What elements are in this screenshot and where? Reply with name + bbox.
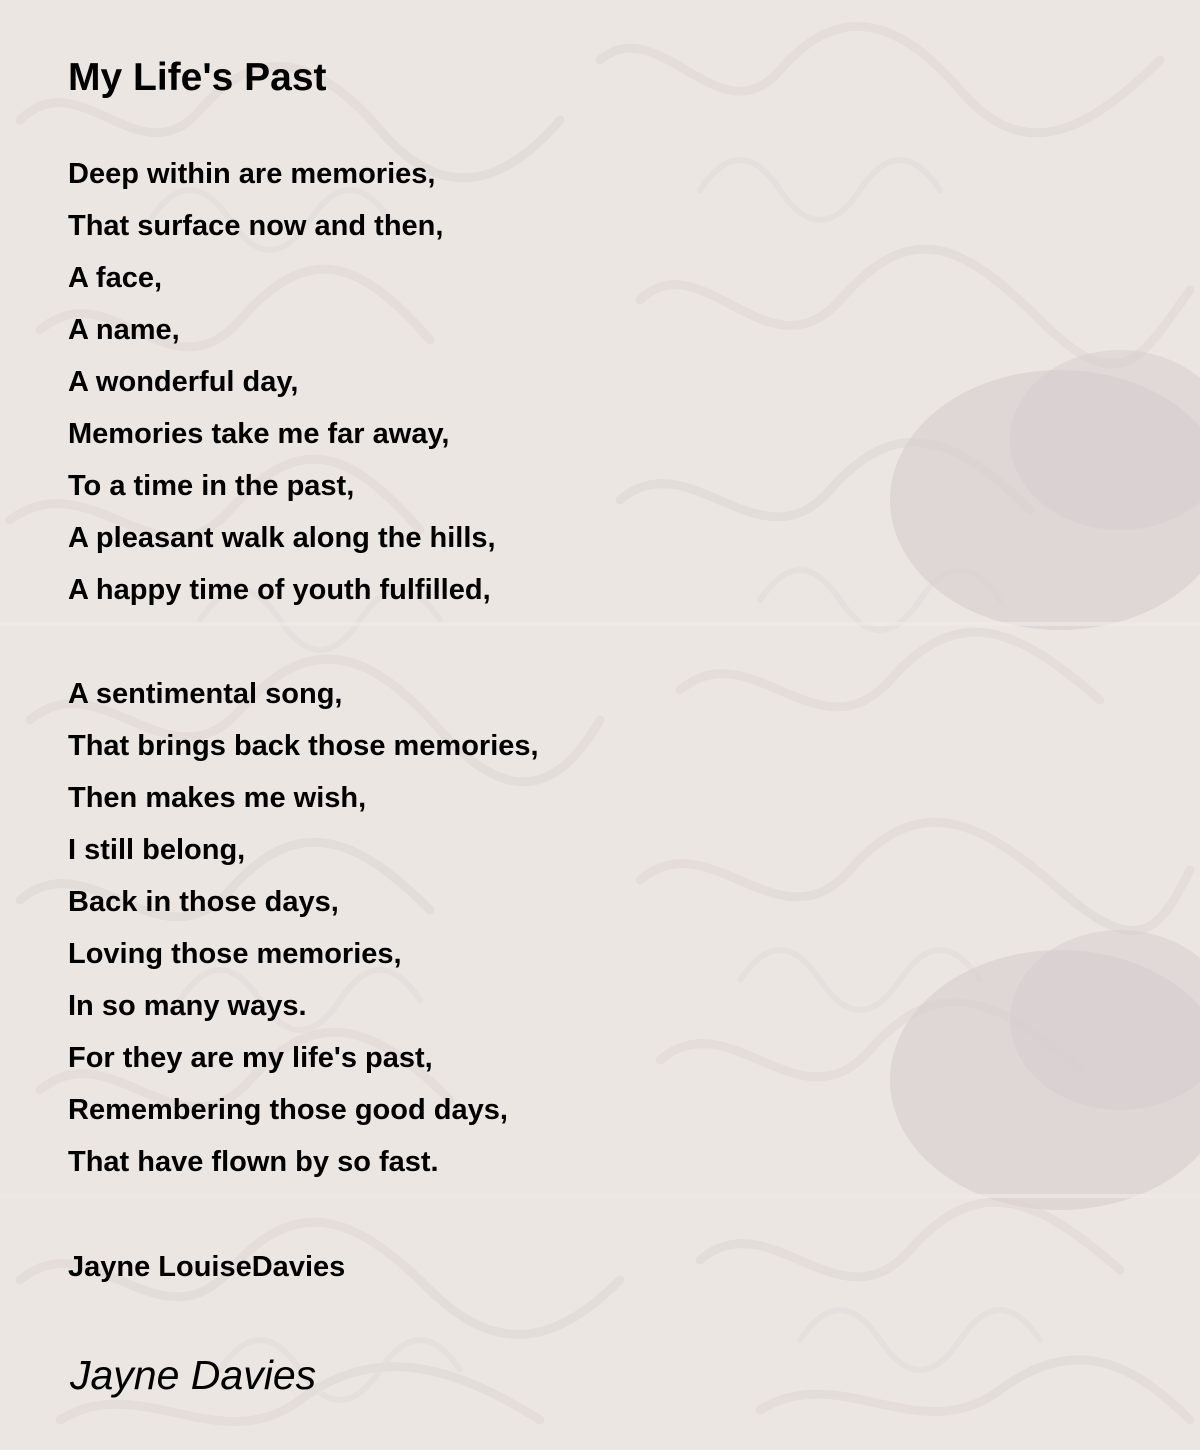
poem-line: Remembering those good days, bbox=[68, 1094, 508, 1126]
poem-line: To a time in the past, bbox=[68, 470, 355, 502]
poem-line: I still belong, bbox=[68, 834, 246, 866]
poem-line: A name, bbox=[68, 314, 180, 346]
poem-line: Back in those days, bbox=[68, 886, 339, 918]
stanza bbox=[68, 148, 496, 616]
poem-line: A face, bbox=[68, 262, 163, 294]
poem-author: Jayne LouiseDavies bbox=[68, 1251, 346, 1283]
poem-line: That have flown by so fast. bbox=[68, 1146, 439, 1178]
poem-line: A pleasant walk along the hills, bbox=[68, 522, 496, 554]
poem-line: Deep within are memories, bbox=[68, 158, 436, 190]
poem-line: Then makes me wish, bbox=[68, 782, 367, 814]
poem-line: Memories take me far away, bbox=[68, 418, 450, 450]
poem-line: That brings back those memories, bbox=[68, 730, 539, 762]
poem-title: My Life's Past bbox=[68, 56, 327, 99]
author-signature: Jayne Davies bbox=[70, 1352, 317, 1398]
poem-line: That surface now and then, bbox=[68, 210, 444, 242]
poem-line: In so many ways. bbox=[68, 990, 307, 1022]
poem-line: A happy time of youth fulfilled, bbox=[68, 574, 491, 606]
poem-line: For they are my life's past, bbox=[68, 1042, 433, 1074]
stanza bbox=[68, 668, 539, 1188]
poem-line: A sentimental song, bbox=[68, 678, 343, 710]
poem-line: Loving those memories, bbox=[68, 938, 402, 970]
poem-line: A wonderful day, bbox=[68, 366, 299, 398]
